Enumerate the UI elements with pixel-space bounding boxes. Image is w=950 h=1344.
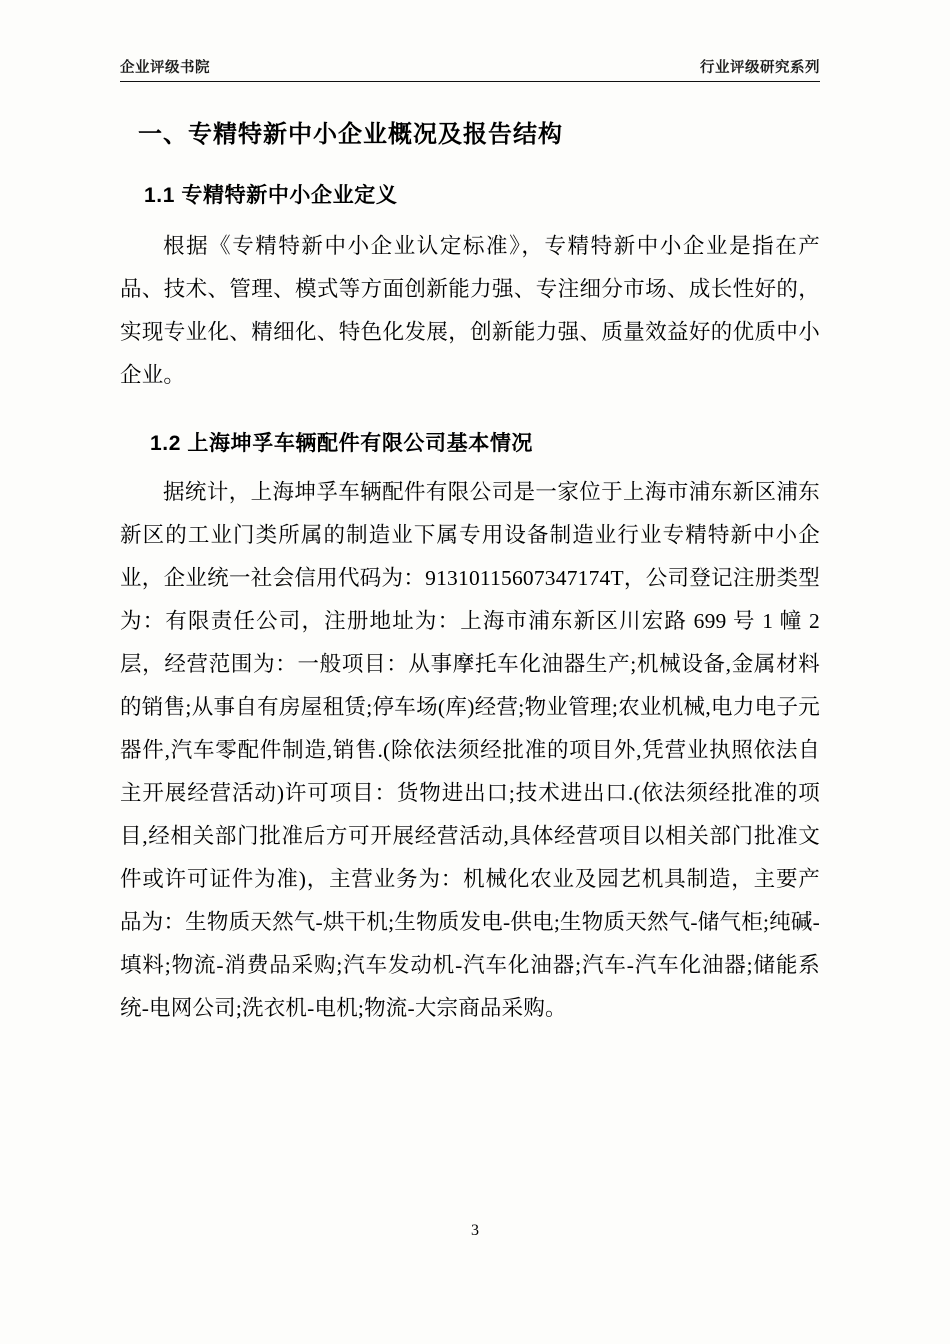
page-content <box>120 56 820 1030</box>
header-left-text: 企业评级书院 <box>120 60 210 76</box>
header-right-text: 行业评级研究系列 <box>700 60 820 76</box>
subsection-title-1-1: 1.1 专精特新中小企业定义 <box>144 184 398 207</box>
page-header <box>120 56 820 82</box>
page-number: 3 <box>471 1222 479 1239</box>
page-footer <box>0 1222 950 1240</box>
paragraph-definition: 根据《专精特新中小企业认定标准》，专精特新中小企业是指在产品、技术、管理、模式等方面创新能力强、专注细分市场、成长性好的，实现专业化、精细化、特色化发展，创新能力强、质量效益好的优质中小企业。 <box>120 234 820 387</box>
subsection-title-1-2: 1.2 上海坤孚车辆配件有限公司基本情况 <box>150 432 534 455</box>
paragraph-company-profile: 据统计，上海坤孚车辆配件有限公司是一家位于上海市浦东新区浦东新区的工业门类所属的制造业下属专用设备制造业行业专精特新中小企业，企业统一社会信用代码为：91310115607347174T，公司登记注册类型为：有限责任公司，注册地址为：上海市浦东新区川宏路 699 号 1 幢 2 层，经营范围为：一般项目：从事摩托车化油器生产;机械设备,金属材料的销售;从事自有房屋租赁;停车场(库)经营;物业管理;农业机械,电力电子元器件,汽车零配件制造,销售.(除依法须经批准的项目外,凭营业执照依法自主开展经营活动)许可项目：货物进出口;技术进出口.(依法须经批准的项目,经相关部门批准后方可开展经营活动,具体经营项目以相关部门批准文件或许可证件为准)，主营业务为：机械化农业及园艺机具制造，主要产品为：生物质天然气-烘干机;生物质发电-供电;生物质天然气-储气柜;纯碱-填料;物流-消费品采购;汽车发动机-汽车化油器;汽车-汽车化油器;储能系统-电网公司;洗衣机-电机;物流-大宗商品采购。 <box>120 480 820 1020</box>
section-title: 一、专精特新中小企业概况及报告结构 <box>138 121 563 148</box>
